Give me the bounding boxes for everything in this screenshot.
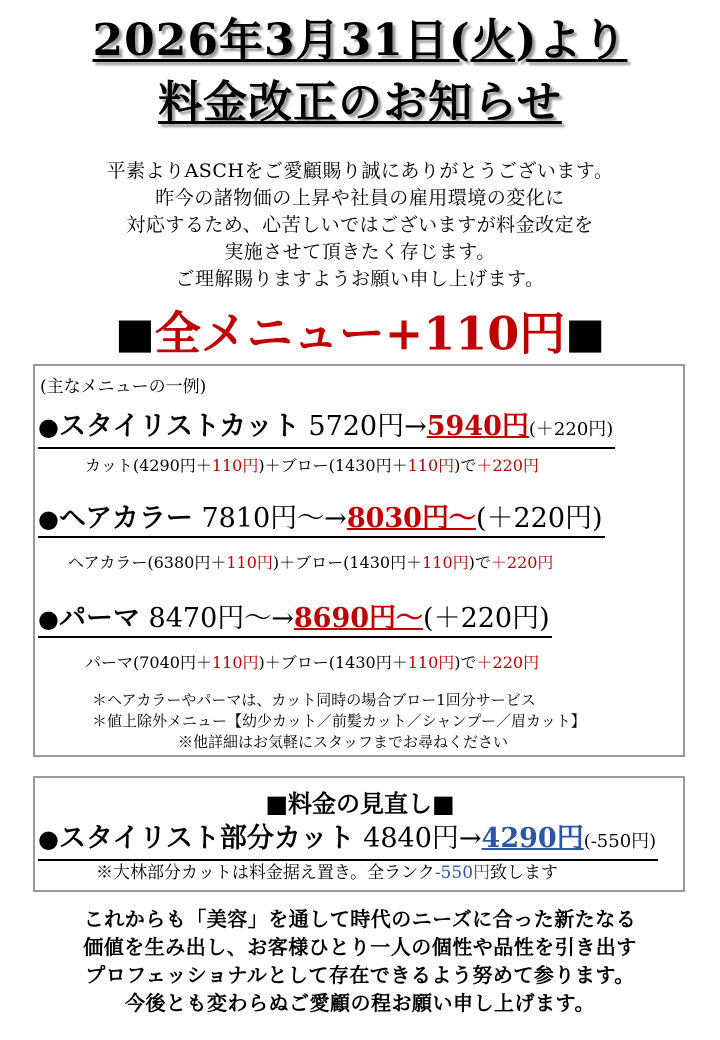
breakdown-increase: 110円	[211, 456, 259, 475]
breakdown-total: ＋220円	[476, 456, 539, 475]
review-title: ■料金の見直し■	[265, 789, 455, 818]
note-excluded: ＊値上除外メニュー【幼少カット／前髪カット／シャンプー／眉カット】	[92, 712, 586, 730]
review-note-text: 致します	[490, 863, 559, 883]
closing-line: プロフェッショナルとして存在できるよう努めて参ります。	[85, 963, 635, 987]
bullet: ●	[38, 605, 59, 633]
old-price: 8470円～→	[148, 603, 294, 634]
breakdown-total: ＋220円	[476, 653, 540, 672]
price-diff: (＋220円)	[475, 503, 603, 534]
breakdown-increase: 110円	[226, 553, 273, 572]
breakdown-increase: 110円	[211, 653, 259, 672]
bullet: ●	[38, 505, 59, 533]
intro-paragraph	[0, 158, 720, 293]
price-breakdown	[85, 455, 539, 477]
closing-line: 価値を生み出し、お客様ひとり一人の個性や品性を引き出す	[83, 935, 637, 959]
review-note-amount: -550円	[434, 863, 491, 883]
square-mark-right: ■	[565, 308, 605, 358]
price-diff: (＋220円)	[528, 419, 614, 440]
new-price: 8690円～	[293, 603, 424, 634]
intro-line: ご理解賜りますようお願い申し上げます。	[175, 268, 545, 290]
intro-line: 平素よりASCHをご愛顧賜り誠にありがとうございます。	[106, 160, 614, 182]
menu-item-stylist-cut	[38, 410, 615, 449]
item-name: パーマ	[58, 603, 140, 634]
breakdown-increase: 110円	[422, 553, 469, 572]
new-price: 5940円	[426, 411, 529, 442]
breakdown-increase: 110円	[407, 456, 455, 475]
new-price: 8030円～	[346, 503, 476, 534]
menu-item-hair-color	[38, 502, 605, 538]
menu-item-partial-cut	[38, 822, 658, 861]
intro-line: 実施させて頂きたく存じます。	[224, 241, 496, 263]
breakdown-text: )で	[454, 653, 477, 672]
headline-price-increase	[0, 305, 720, 362]
breakdown-text: )＋ブロー(1430円＋	[258, 456, 408, 475]
title-notice: 料金改正のお知らせ	[158, 77, 562, 128]
note-contact: ※他詳細はお気軽にスタッフまでお尋ねください	[178, 733, 509, 751]
headline-text: 全メニュー+110円	[154, 306, 566, 361]
price-breakdown	[85, 652, 539, 674]
item-name: スタイリスト部分カット	[58, 823, 355, 854]
price-diff: (-550円)	[583, 831, 657, 852]
note-service: ＊ヘアカラーやパーマは、カット同時の場合ブロー1回分サービス	[92, 691, 536, 709]
breakdown-increase: 110円	[407, 653, 455, 672]
intro-line: 対応するため、心苦しいではございますが料金改定を	[126, 214, 594, 236]
title-date: 2026年3月31日(火)より	[92, 15, 628, 66]
closing-message	[0, 905, 720, 1017]
breakdown-text: )で	[468, 553, 491, 572]
new-price: 4290円	[481, 823, 584, 854]
breakdown-text: パーマ(7040円＋	[85, 653, 212, 672]
square-mark-left: ■	[115, 308, 155, 358]
breakdown-total: ＋220円	[490, 553, 554, 572]
item-name: スタイリストカット	[58, 411, 300, 442]
breakdown-text: カット(4290円＋	[85, 456, 212, 475]
price-breakdown	[68, 552, 553, 574]
breakdown-text: )で	[454, 456, 477, 475]
old-price: 4840円→	[363, 823, 482, 854]
breakdown-text: ヘアカラー(6380円＋	[68, 553, 227, 572]
review-note	[96, 862, 558, 884]
closing-line: これからも「美容」を通して時代のニーズに合った新たなる	[83, 907, 637, 931]
intro-line: 昨今の諸物価の上昇や社員の雇用環境の変化に	[155, 187, 565, 209]
review-note-text: ※大林部分カットは料金据え置き。全ランク	[96, 863, 435, 883]
breakdown-text: )＋ブロー(1430円＋	[272, 553, 423, 572]
price-diff: (＋220円)	[423, 603, 550, 634]
menu-examples-label: (主なメニューの一例)	[40, 377, 207, 397]
item-name: ヘアカラー	[58, 503, 193, 534]
breakdown-text: )＋ブロー(1430円＋	[258, 653, 408, 672]
old-price: 7810円～→	[201, 503, 347, 534]
old-price: 5720円→	[308, 411, 427, 442]
bullet: ●	[38, 413, 59, 441]
menu-item-perm	[38, 602, 552, 638]
bullet: ●	[38, 825, 59, 853]
closing-line: 今後とも変わらぬご愛顧の程お願い申し上げます。	[125, 991, 595, 1015]
